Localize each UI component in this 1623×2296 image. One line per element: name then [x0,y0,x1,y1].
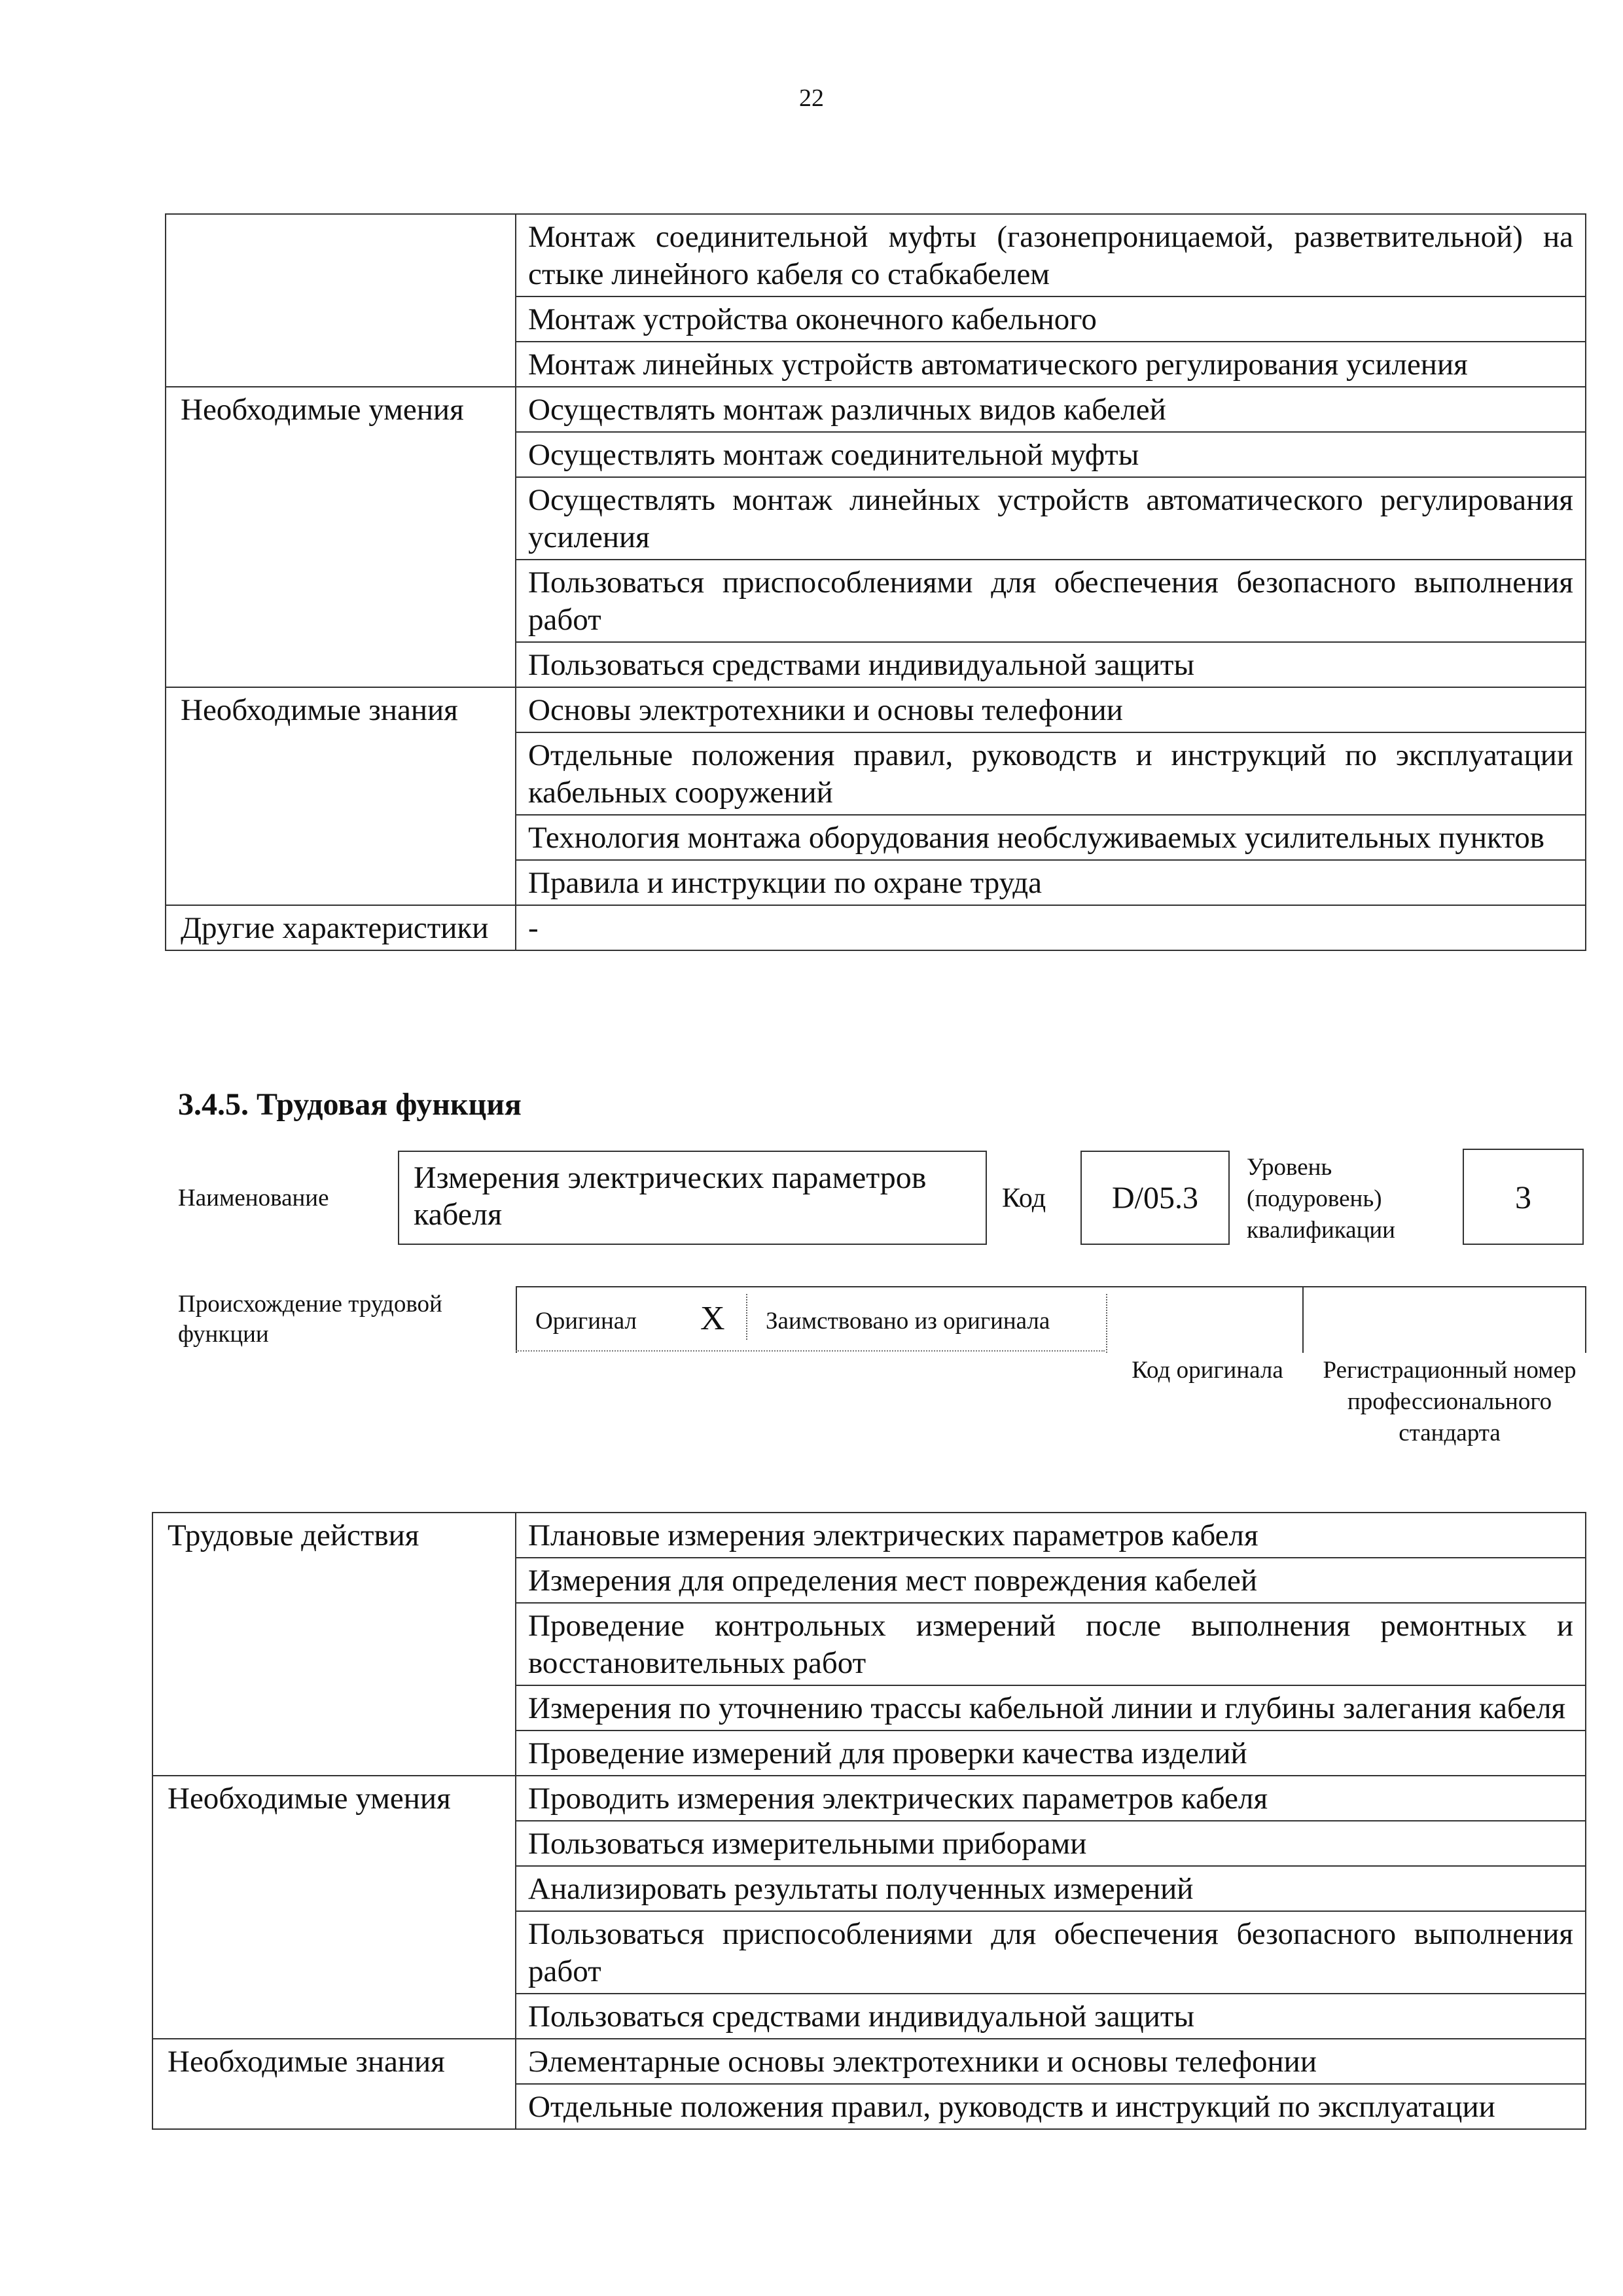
divider [516,1350,1105,1352]
row-item: Отдельные положения правил, руководств и инструкций по эксплуатации кабельных сооружений [516,732,1586,815]
row-item: Осуществлять монтаж линейных устройств автоматического регулирования усиления [516,477,1586,560]
row-item: Пользоваться средствами индивидуальной защиты [516,642,1586,687]
origin-box [516,1286,1586,1353]
table-row [166,905,1586,950]
row-label: Необходимые умения [166,387,516,687]
row-label: Другие характеристики [166,905,516,950]
origin-original-mark: X [700,1300,725,1337]
divider [1106,1294,1107,1353]
row-item: Основы электротехники и основы телефонии [516,687,1586,732]
code-label: Код [1002,1183,1046,1213]
row-item: Плановые измерения электрических параметров кабеля [516,1513,1586,1558]
row-item: Элементарные основы электротехники и основы телефонии [516,2039,1586,2084]
row-item: Пользоваться измерительными приборами [516,1821,1586,1866]
row-item: Осуществлять монтаж различных видов кабелей [516,387,1586,432]
table-row [152,1776,1586,1821]
row-item: - [516,905,1586,950]
divider [1302,1287,1304,1353]
row-item: Пользоваться приспособлениями для обеспечения безопасного выполнения работ [516,1911,1586,1994]
name-label: Наименование [178,1185,329,1211]
table-row [166,687,1586,732]
row-item: Проведение измерений для проверки качества изделий [516,1731,1586,1776]
table-row [152,1513,1586,1558]
section-title: 3.4.5. Трудовая функция [178,1087,522,1122]
row-item: Пользоваться приспособлениями для обеспечения безопасного выполнения работ [516,560,1586,642]
function-name-box: Измерения электрических параметров кабеля [398,1151,987,1245]
row-item: Проведение контрольных измерений после выполнения ремонтных и восстановительных работ [516,1603,1586,1685]
row-label: Необходимые знания [166,687,516,905]
row-item: Технология монтажа оборудования необслуживаемых усилительных пунктов [516,815,1586,860]
row-item: Осуществлять монтаж соединительной муфты [516,432,1586,477]
row-label: Трудовые действия [152,1513,516,1776]
table-row [166,387,1586,432]
divider [746,1294,747,1340]
row-item: Анализировать результаты полученных измерений [516,1866,1586,1911]
row-item: Правила и инструкции по охране труда [516,860,1586,905]
row-label: Необходимые знания [152,2039,516,2129]
skills-table-bottom [152,1512,1586,2130]
row-label [166,214,516,387]
origin-original-label: Оригинал [535,1308,637,1335]
caption-registration-number: Регистрационный номер профессионального стандарта [1323,1357,1577,1446]
level-value-box: 3 [1463,1149,1584,1245]
row-item: Измерения для определения мест повреждения кабелей [516,1558,1586,1603]
origin-borrowed-label: Заимствовано из оригинала [766,1308,1050,1335]
table-row [152,2039,1586,2084]
table-body [152,1513,1586,2129]
origin-label: Происхождение трудовой функции [178,1291,442,1348]
skills-table-top [165,213,1586,951]
caption-original-code: Код оригинала [1132,1357,1283,1384]
row-item: Измерения по уточнению трассы кабельной линии и глубины залегания кабеля [516,1685,1586,1731]
level-label: Уровень (подуровень) квалификации [1247,1154,1395,1244]
row-label: Необходимые умения [152,1776,516,2039]
row-item: Монтаж соединительной муфты (газонепроницаемой, разветвительной) на стыке линейного кабеля со стабкабелем [516,214,1586,296]
table-body [166,214,1586,950]
row-item: Монтаж устройства оконечного кабельного [516,296,1586,342]
page-number: 22 [799,84,824,112]
table-row [166,214,1586,296]
row-item: Монтаж линейных устройств автоматического регулирования усиления [516,342,1586,387]
row-item: Пользоваться средствами индивидуальной защиты [516,1994,1586,2039]
code-value-box: D/05.3 [1080,1151,1230,1245]
row-item: Проводить измерения электрических параметров кабеля [516,1776,1586,1821]
row-item: Отдельные положения правил, руководств и инструкций по эксплуатации [516,2084,1586,2129]
